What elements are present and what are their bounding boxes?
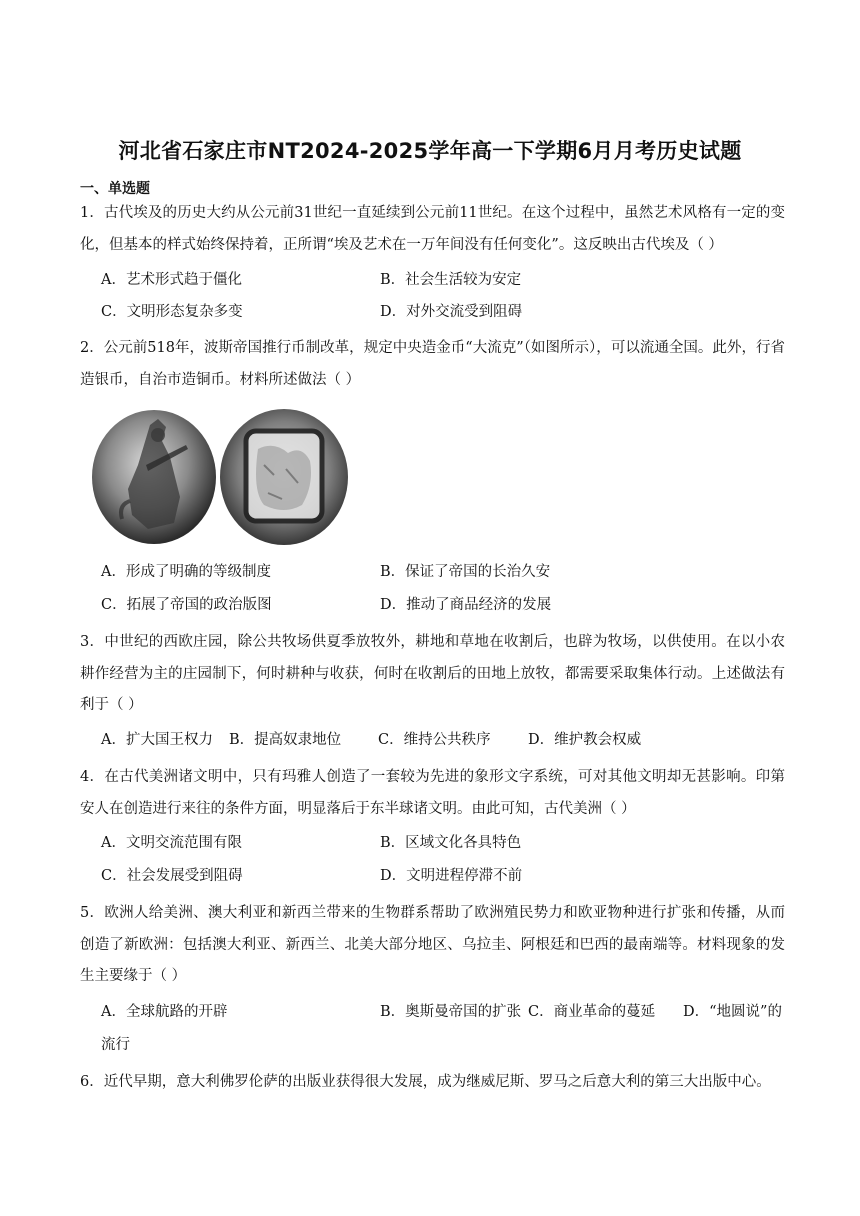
question-1-stem: 1．古代埃及的历史大约从公元前31世纪一直延续到公元前11世纪。在这个过程中，虽然艺术风格有一定的变化，但基本的样式始终保持着，正所谓“埃及艺术在一万年间没有任何变化”。这反映出古代埃及（ ）: [80, 205, 785, 253]
section-heading: 一、单选题: [80, 181, 150, 197]
q3-option-c[interactable]: C．维持公共秩序: [378, 732, 491, 748]
question-4-stem: 4．在古代美洲诸文明中，只有玛雅人创造了一套较为先进的象形文字系统，可对其他文明却无甚影响。印第安人在创造进行来往的条件方面，明显落后于东半球诸文明。由此可知，古代美洲（ ）: [80, 769, 785, 817]
q5-option-b[interactable]: B．奥斯曼帝国的扩张: [380, 1004, 522, 1020]
q1-option-c[interactable]: C．文明形态复杂多变: [101, 304, 243, 320]
q3-option-d[interactable]: D．维护教会权威: [528, 732, 642, 748]
q3-option-b[interactable]: B．提高奴隶地位: [229, 732, 342, 748]
question-6-stem: 6．近代早期，意大利佛罗伦萨的出版业获得很大发展，成为继威尼斯、罗马之后意大利的第三大出版中心。: [80, 1074, 771, 1090]
q5-option-d-continued: 流行: [101, 1037, 130, 1053]
q2-option-b[interactable]: B．保证了帝国的长治久安: [380, 564, 551, 580]
question-2-stem: 2．公元前518年，波斯帝国推行币制改革，规定中央造金币“大流克”（如图所示），可以流通全国。此外，行省造银币，自治市造铜币。材料所述做法（ ）: [80, 340, 785, 388]
q1-option-a[interactable]: A．艺术形式趋于僵化: [101, 272, 242, 288]
q2-option-d[interactable]: D．推动了商品经济的发展: [380, 597, 552, 613]
page-title: 河北省石家庄市NT2024-2025学年高一下学期6月月考历史试题: [118, 139, 742, 163]
q5-option-c[interactable]: C．商业革命的蔓延: [528, 1004, 656, 1020]
q5-option-d[interactable]: D．“地圆说”的: [683, 1004, 782, 1020]
q3-option-a[interactable]: A．扩大国王权力: [101, 732, 213, 748]
q2-option-c[interactable]: C．拓展了帝国的政治版图: [101, 597, 272, 613]
q4-option-d[interactable]: D．文明进程停滞不前: [380, 868, 523, 884]
q4-option-c[interactable]: C．社会发展受到阻碍: [101, 868, 243, 884]
q4-option-b[interactable]: B．区域文化各具特色: [380, 835, 522, 851]
q4-option-a[interactable]: A．文明交流范围有限: [101, 835, 242, 851]
q5-option-a[interactable]: A．全球航路的开辟: [101, 1004, 228, 1020]
question-5-stem: 5．欧洲人给美洲、澳大利亚和新西兰带来的生物群系帮助了欧洲殖民势力和欧亚物种进行扩张和传播，从而创造了新欧洲：包括澳大利亚、新西兰、北美大部分地区、乌拉圭、阿根廷和巴西的最南端等。材料现象的发生主要缘于（ ）: [80, 905, 785, 984]
q1-option-d[interactable]: D．对外交流受到阻碍: [380, 304, 523, 320]
question-3-stem: 3．中世纪的西欧庄园，除公共牧场供夏季放牧外，耕地和草地在收割后，也辟为牧场，以供使用。在以小农耕作经营为主的庄园制下，何时耕种与收获，何时在收割后的田地上放牧，都需要采取集体行动。上述做法有利于（ ）: [80, 634, 785, 713]
q2-option-a[interactable]: A．形成了明确的等级制度: [101, 564, 271, 580]
q1-option-b[interactable]: B．社会生活较为安定: [380, 272, 522, 288]
daric-coin-image: [88, 405, 358, 550]
